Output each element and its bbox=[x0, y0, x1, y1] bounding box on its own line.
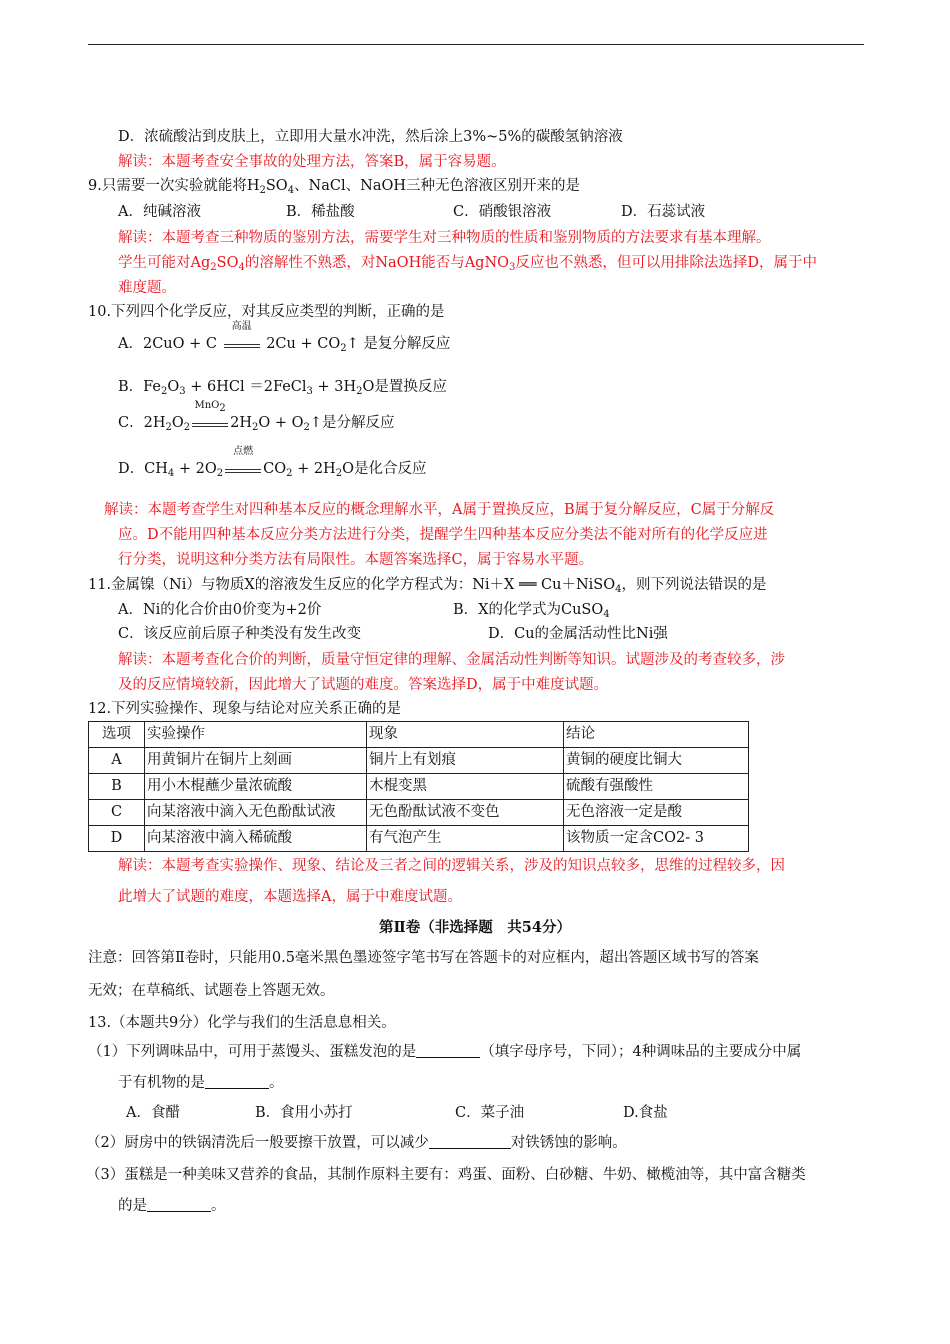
table-cell: A bbox=[89, 748, 145, 774]
q12-explanation-line2: 此增大了试题的难度，本题选择A，属于中难度试题。 bbox=[118, 889, 462, 905]
table-cell: C bbox=[89, 800, 145, 826]
reaction-condition: 点燃 bbox=[225, 459, 261, 473]
q10-explanation-line2: 应。D不能用四种基本反应分类方法进行分类，提醒学生四种基本反应分类法不能对所有的化学反应进 bbox=[118, 527, 768, 543]
q11-stem: 11.金属镍（Ni）与物质X的溶液发生反应的化学方程式为：Ni＋X ══ Cu＋NiSO$_4$，则下列说法错误的是 bbox=[88, 577, 767, 595]
table-row bbox=[89, 774, 749, 800]
table-cell: 木棍变黑 bbox=[367, 774, 564, 800]
answer-blank[interactable] bbox=[429, 1134, 511, 1149]
q9-option-d: D．石蕊试液 bbox=[621, 204, 706, 220]
answer-blank[interactable] bbox=[147, 1197, 211, 1212]
q13-option-c: C．菜子油 bbox=[455, 1105, 525, 1121]
q13-stem: 13.（本题共9分）化学与我们的生活息息相关。 bbox=[88, 1015, 396, 1031]
q9-explanation-line1: 解读：本题考查三种物质的鉴别方法，需要学生对三种物质的性质和鉴别物质的方法要求有基本理解。 bbox=[118, 230, 771, 246]
reaction-condition: 高温 bbox=[224, 334, 260, 348]
table-cell: 用黄铜片在铜片上刻画 bbox=[145, 748, 367, 774]
q11-explanation-line2: 及的反应情境较新，因此增大了试题的难度。答案选择D，属于中难度试题。 bbox=[118, 677, 609, 693]
q11-option-a: A．Ni的化合价由0价变为+2价 bbox=[118, 602, 322, 618]
q13-part3-line1: （3）蛋糕是一种美味又营养的食品，其制作原料主要有：鸡蛋、面粉、白砂糖、牛奶、橄榄油等，其中富含糖类 bbox=[86, 1167, 806, 1183]
q13-option-a: A．食醋 bbox=[126, 1105, 180, 1121]
answer-blank[interactable] bbox=[416, 1043, 480, 1058]
q13-part1-line2: 于有机物的是 。 bbox=[118, 1075, 284, 1091]
q9-option-b: B．稀盐酸 bbox=[286, 204, 355, 220]
table-header-cell: 现象 bbox=[367, 722, 564, 748]
table-cell: 该物质一定含CO2- 3 bbox=[564, 826, 749, 852]
table-row bbox=[89, 826, 749, 852]
part2-title: 第Ⅱ卷（非选择题 共54分） bbox=[379, 919, 571, 936]
q10-option-d: D．$CH_4 + 2O_2$ 点燃 $CO_2 + 2H_2O$是化合反应 bbox=[118, 446, 427, 479]
table-header-cell: 实验操作 bbox=[145, 722, 367, 748]
table-cell: B bbox=[89, 774, 145, 800]
part2-note-line1: 注意：回答第Ⅱ卷时，只能用0.5毫米黑色墨迹签字笔书写在答题卡的对应框内，超出答题区域书写的答案 bbox=[88, 950, 759, 966]
table-row bbox=[89, 800, 749, 826]
q10-stem: 10.下列四个化学反应，对其反应类型的判断，正确的是 bbox=[88, 304, 445, 320]
table-cell: 向某溶液中滴入稀硫酸 bbox=[145, 826, 367, 852]
reaction-condition: MnO$_2$ bbox=[192, 413, 228, 427]
q13-option-d: D.食盐 bbox=[623, 1105, 668, 1121]
q9-explanation-line3: 难度题。 bbox=[118, 280, 176, 296]
q13-option-b: B．食用小苏打 bbox=[255, 1105, 353, 1121]
q9-stem: 9.只需要一次实验就能将$H_2SO_4$、NaCl、NaOH三种无色溶液区别开来的是 bbox=[88, 178, 580, 196]
experiment-table bbox=[88, 721, 749, 852]
q9-option-a: A．纯碱溶液 bbox=[118, 204, 201, 220]
table-cell: D bbox=[89, 826, 145, 852]
q11-explanation-line1: 解读：本题考查化合价的判断，质量守恒定律的理解、金属活动性判断等知识。试题涉及的考查较多，涉 bbox=[118, 652, 785, 668]
table-cell: 向某溶液中滴入无色酚酞试液 bbox=[145, 800, 367, 826]
q10-explanation-line3: 行分类，说明这种分类方法有局限性。本题答案选择C，属于容易水平题。 bbox=[118, 552, 594, 568]
q13-part1-line1: （1）下列调味品中，可用于蒸馒头、蛋糕发泡的是 （填字母序号，下同）；4种调味品的主要成分中属 bbox=[88, 1044, 802, 1060]
table-cell: 无色溶液一定是酸 bbox=[564, 800, 749, 826]
q8-explanation: 解读：本题考查安全事故的处理方法，答案B，属于容易题。 bbox=[118, 154, 506, 170]
q10-explanation-line1: 解读：本题考查学生对四种基本反应的概念理解水平，A属于置换反应，B属于复分解反应，C属于分解反 bbox=[104, 502, 775, 518]
q9-option-c: C．硝酸银溶液 bbox=[453, 204, 552, 220]
table-cell: 用小木棍蘸少量浓硫酸 bbox=[145, 774, 367, 800]
q13-part3-line2: 的是 。 bbox=[118, 1198, 226, 1214]
table-header-cell: 选项 bbox=[89, 722, 145, 748]
table-header-cell: 结论 bbox=[564, 722, 749, 748]
header-rule bbox=[88, 44, 864, 45]
table-header-row bbox=[89, 722, 749, 748]
q11-option-c: C．该反应前后原子种类没有发生改变 bbox=[118, 626, 362, 642]
table-cell: 黄铜的硬度比铜大 bbox=[564, 748, 749, 774]
q11-option-d: D．Cu的金属活动性比Ni强 bbox=[488, 626, 668, 642]
table-cell: 有气泡产生 bbox=[367, 826, 564, 852]
table-cell: 无色酚酞试液不变色 bbox=[367, 800, 564, 826]
q13-part2: （2）厨房中的铁锅清洗后一般要擦干放置，可以减少 对铁锈蚀的影响。 bbox=[86, 1135, 627, 1151]
table-cell: 硫酸有强酸性 bbox=[564, 774, 749, 800]
answer-blank[interactable] bbox=[205, 1074, 269, 1089]
q10-option-b: B．$Fe_2O_3 + 6HCl$ ＝2FeCl$_3$ + $3H_2O$是置换反应 bbox=[118, 379, 447, 397]
q10-option-a: A．2CuO + C 高温 $2Cu + CO_2↑$ 是复分解反应 bbox=[118, 321, 451, 354]
q12-stem: 12.下列实验操作、现象与结论对应关系正确的是 bbox=[88, 701, 402, 717]
table-cell: 铜片上有划痕 bbox=[367, 748, 564, 774]
table-row bbox=[89, 748, 749, 774]
part2-note-line2: 无效；在草稿纸、试题卷上答题无效。 bbox=[88, 983, 335, 999]
q8-option-d: D．浓硫酸沾到皮肤上，立即用大量水冲洗，然后涂上3%~5%的碳酸氢钠溶液 bbox=[118, 129, 623, 145]
q11-option-b: B．X的化学式为CuSO$_4$ bbox=[453, 602, 610, 620]
q9-explanation-line2: 学生可能对$Ag_2SO_4$的溶解性不熟悉，对NaOH能否与AgNO$_3$反应也不熟悉，但可以用排除法选择D，属于中 bbox=[118, 255, 818, 273]
q10-option-c: C．$2H_2O_2$ MnO$_2$ $2H_2O$ + $O_2↑$是分解反应 bbox=[118, 400, 395, 433]
q12-explanation-line1: 解读：本题考查实验操作、现象、结论及三者之间的逻辑关系，涉及的知识点较多，思维的过程较多，因 bbox=[118, 858, 785, 874]
